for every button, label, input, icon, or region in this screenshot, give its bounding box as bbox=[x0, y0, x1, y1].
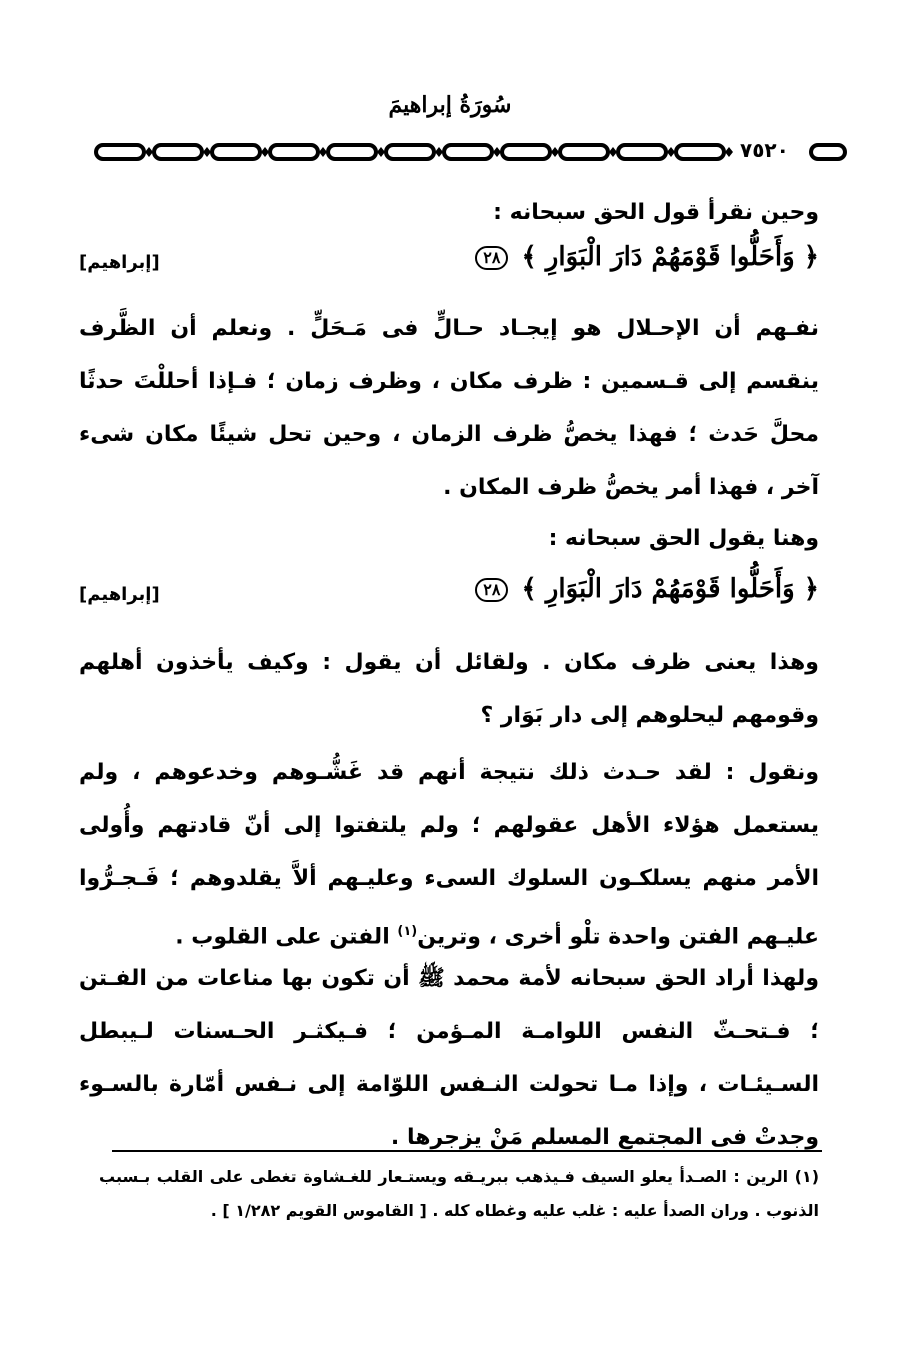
footnote-marker: (١) bbox=[397, 924, 418, 939]
paragraph-3-text-start: ونقول : لقد حـدث ذلك نتيجة أنهم قد غَشُّـوهم وخدعوهم ، ولم يستعمل هؤلاء الأهل عقولهم ؛ ولم يلتفتوا إلى أنّ قادتهم وأُولى الأمر منهم يسلكـون السلوك السىء وعليـهم ألاَّ يقلدوهم ؛ فَـجـرُّوا عليـهم الفتن واحدة تلْو أخرى ، وترين bbox=[79, 760, 819, 950]
paragraph-3-text-end: الفتن على القلوب . bbox=[175, 924, 398, 950]
verse-text bbox=[471, 574, 819, 604]
footnote-divider bbox=[112, 1150, 822, 1152]
page-number: ٧٥٢٠ bbox=[740, 138, 789, 162]
ornament-end-cap bbox=[808, 143, 848, 161]
verse-reference: [إبراهيم] bbox=[79, 584, 160, 605]
paragraph-4: ولهذا أراد الحق سبحانه لأمة محمد ﷺ أن تكون بها مناعات من الفـتن ؛ فـتحـثّ النفس اللوامـة المـؤمن ؛ فـيكثـر الحـسنات لـيبطل السـيئـات ، وإذا مـا تحولت النـفس اللوّامة إلى نـفس أمّارة بالسـوء وجدتْ فى المجتمع المسلم مَنْ يزجرها . bbox=[79, 966, 819, 1150]
verse-words: ﴿ وَأَحَلُّوا قَوْمَهُمْ دَارَ الْبَوَارِ ﴾ bbox=[521, 574, 819, 604]
intro-line-1: وحين نقرأ قول الحق سبحانه : bbox=[493, 200, 819, 225]
paragraph-2: وهذا يعنى ظرف مكان . ولقائل أن يقول : وكيف يأخذون أهلهم وقومهم ليحلوهم إلى دار بَوَار ؟ bbox=[79, 650, 819, 728]
paragraph-1: نفـهم أن الإحـلال هو إيجـاد حـالٍّ فى مَـحَلٍّ . ونعلم أن الظَّرف ينقسم إلى قـسمين : ظرف مكان ، وظرف زمان ؛ فـإذا أحللْتَ حدثًا محلَّ حَدث ؛ فهذا يخصُّ ظرف الزمان ، وحين تحل شيئًا مكان شىء آخر ، فهذا أمر يخصُّ ظرف المكان . bbox=[79, 316, 819, 500]
verse-words: ﴿ وَأَحَلُّوا قَوْمَهُمْ دَارَ الْبَوَارِ ﴾ bbox=[521, 242, 819, 272]
ornament-border-rule bbox=[92, 141, 822, 163]
ayah-number-badge: ٢٨ bbox=[475, 246, 508, 270]
verse-text bbox=[471, 242, 819, 272]
ayah-number-badge: ٢٨ bbox=[475, 578, 508, 602]
quran-verse-2 bbox=[79, 574, 819, 624]
intro-line-2: وهنا يقول الحق سبحانه : bbox=[548, 526, 819, 551]
footnote: (١) الرين : الصـدأ يعلو السيف فـيذهب ببريـقه ويستـعار للغـشاوة تغطى على القلب بـسبب الذنوب . وران الصدأ عليه : غلب عليه وغطاه كله . [ القاموس القويم ١/٢٨٢ ] . bbox=[99, 1167, 819, 1220]
paragraph-3 bbox=[79, 746, 819, 963]
surah-title: سُورَةُ إبراهيمَ bbox=[388, 92, 512, 118]
verse-reference: [إبراهيم] bbox=[79, 252, 160, 273]
quran-verse-1 bbox=[79, 242, 819, 292]
